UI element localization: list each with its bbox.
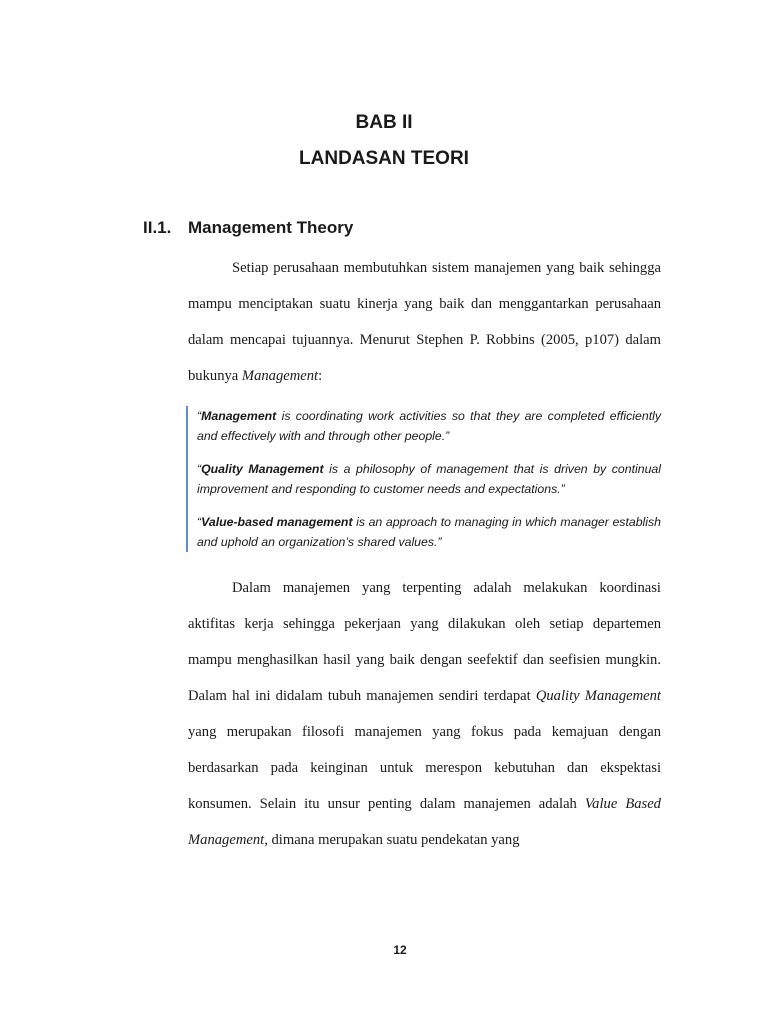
quote-text: is an approach to managing in which manager establish and uphold an organization’s shared values.” (197, 515, 661, 549)
quote-quality-management (197, 459, 661, 499)
chapter-label: BAB II (355, 112, 413, 133)
section-heading (143, 217, 353, 239)
quote-open-mark: “ (197, 515, 202, 529)
section-title: Management Theory (188, 218, 354, 237)
quote-term: Quality Management (201, 462, 324, 476)
term-value-based-management: Value Based Management (188, 796, 661, 848)
quote-term: Value-based management (201, 515, 353, 529)
intro-paragraph (188, 250, 661, 394)
discussion-text-part3: , dimana merupakan suatu pendekatan yang (264, 832, 520, 848)
intro-paragraph-text: Setiap perusahaan membutuhkan sistem manajemen yang baik sehingga mampu menciptakan suatu kinerja yang baik dan menggantarkan perusahaan dalam mencapai tujuannya. Menurut Stephen P. Robbins (2005, p107) dalam bukunya (188, 260, 661, 384)
quote-open-mark: “ (197, 409, 202, 423)
discussion-text-part1: Dalam manajemen yang terpenting adalah melakukan koordinasi aktifitas kerja sehingga pekerjaan yang dilakukan oleh setiap departemen mampu menghasilkan hasil yang baik dengan seefektif dan seefisien mungkin. Dalam hal ini didalam tubuh manajemen sendiri terdapat (188, 580, 661, 704)
quote-text: is coordinating work activities so that they are completed efficiently and effectively with and through other people.” (197, 409, 661, 443)
page-number: 12 (393, 943, 407, 957)
discussion-text-part2: yang merupakan filosofi manajemen yang fokus pada kemajuan dengan berdasarkan pada keinginan untuk merespon kebutuhan dan ekspektasi konsumen. Selain itu unsur penting dalam manajemen adalah (188, 724, 661, 812)
quote-value-based-management (197, 512, 661, 552)
section-number: II.1. (143, 218, 172, 237)
quote-open-mark: “ (197, 462, 202, 476)
quote-text: is a philosophy of management that is driven by continual improvement and responding to customer needs and expectations.” (197, 462, 661, 496)
quote-management (197, 406, 661, 446)
book-title: Management (241, 368, 319, 384)
term-quality-management: Quality Management (535, 688, 661, 704)
chapter-title: LANDASAN TEORI (299, 148, 469, 169)
definitions-quote-block (186, 406, 661, 552)
quote-term: Management (201, 409, 277, 423)
discussion-paragraph (188, 570, 661, 858)
intro-paragraph-end: : (318, 368, 323, 384)
